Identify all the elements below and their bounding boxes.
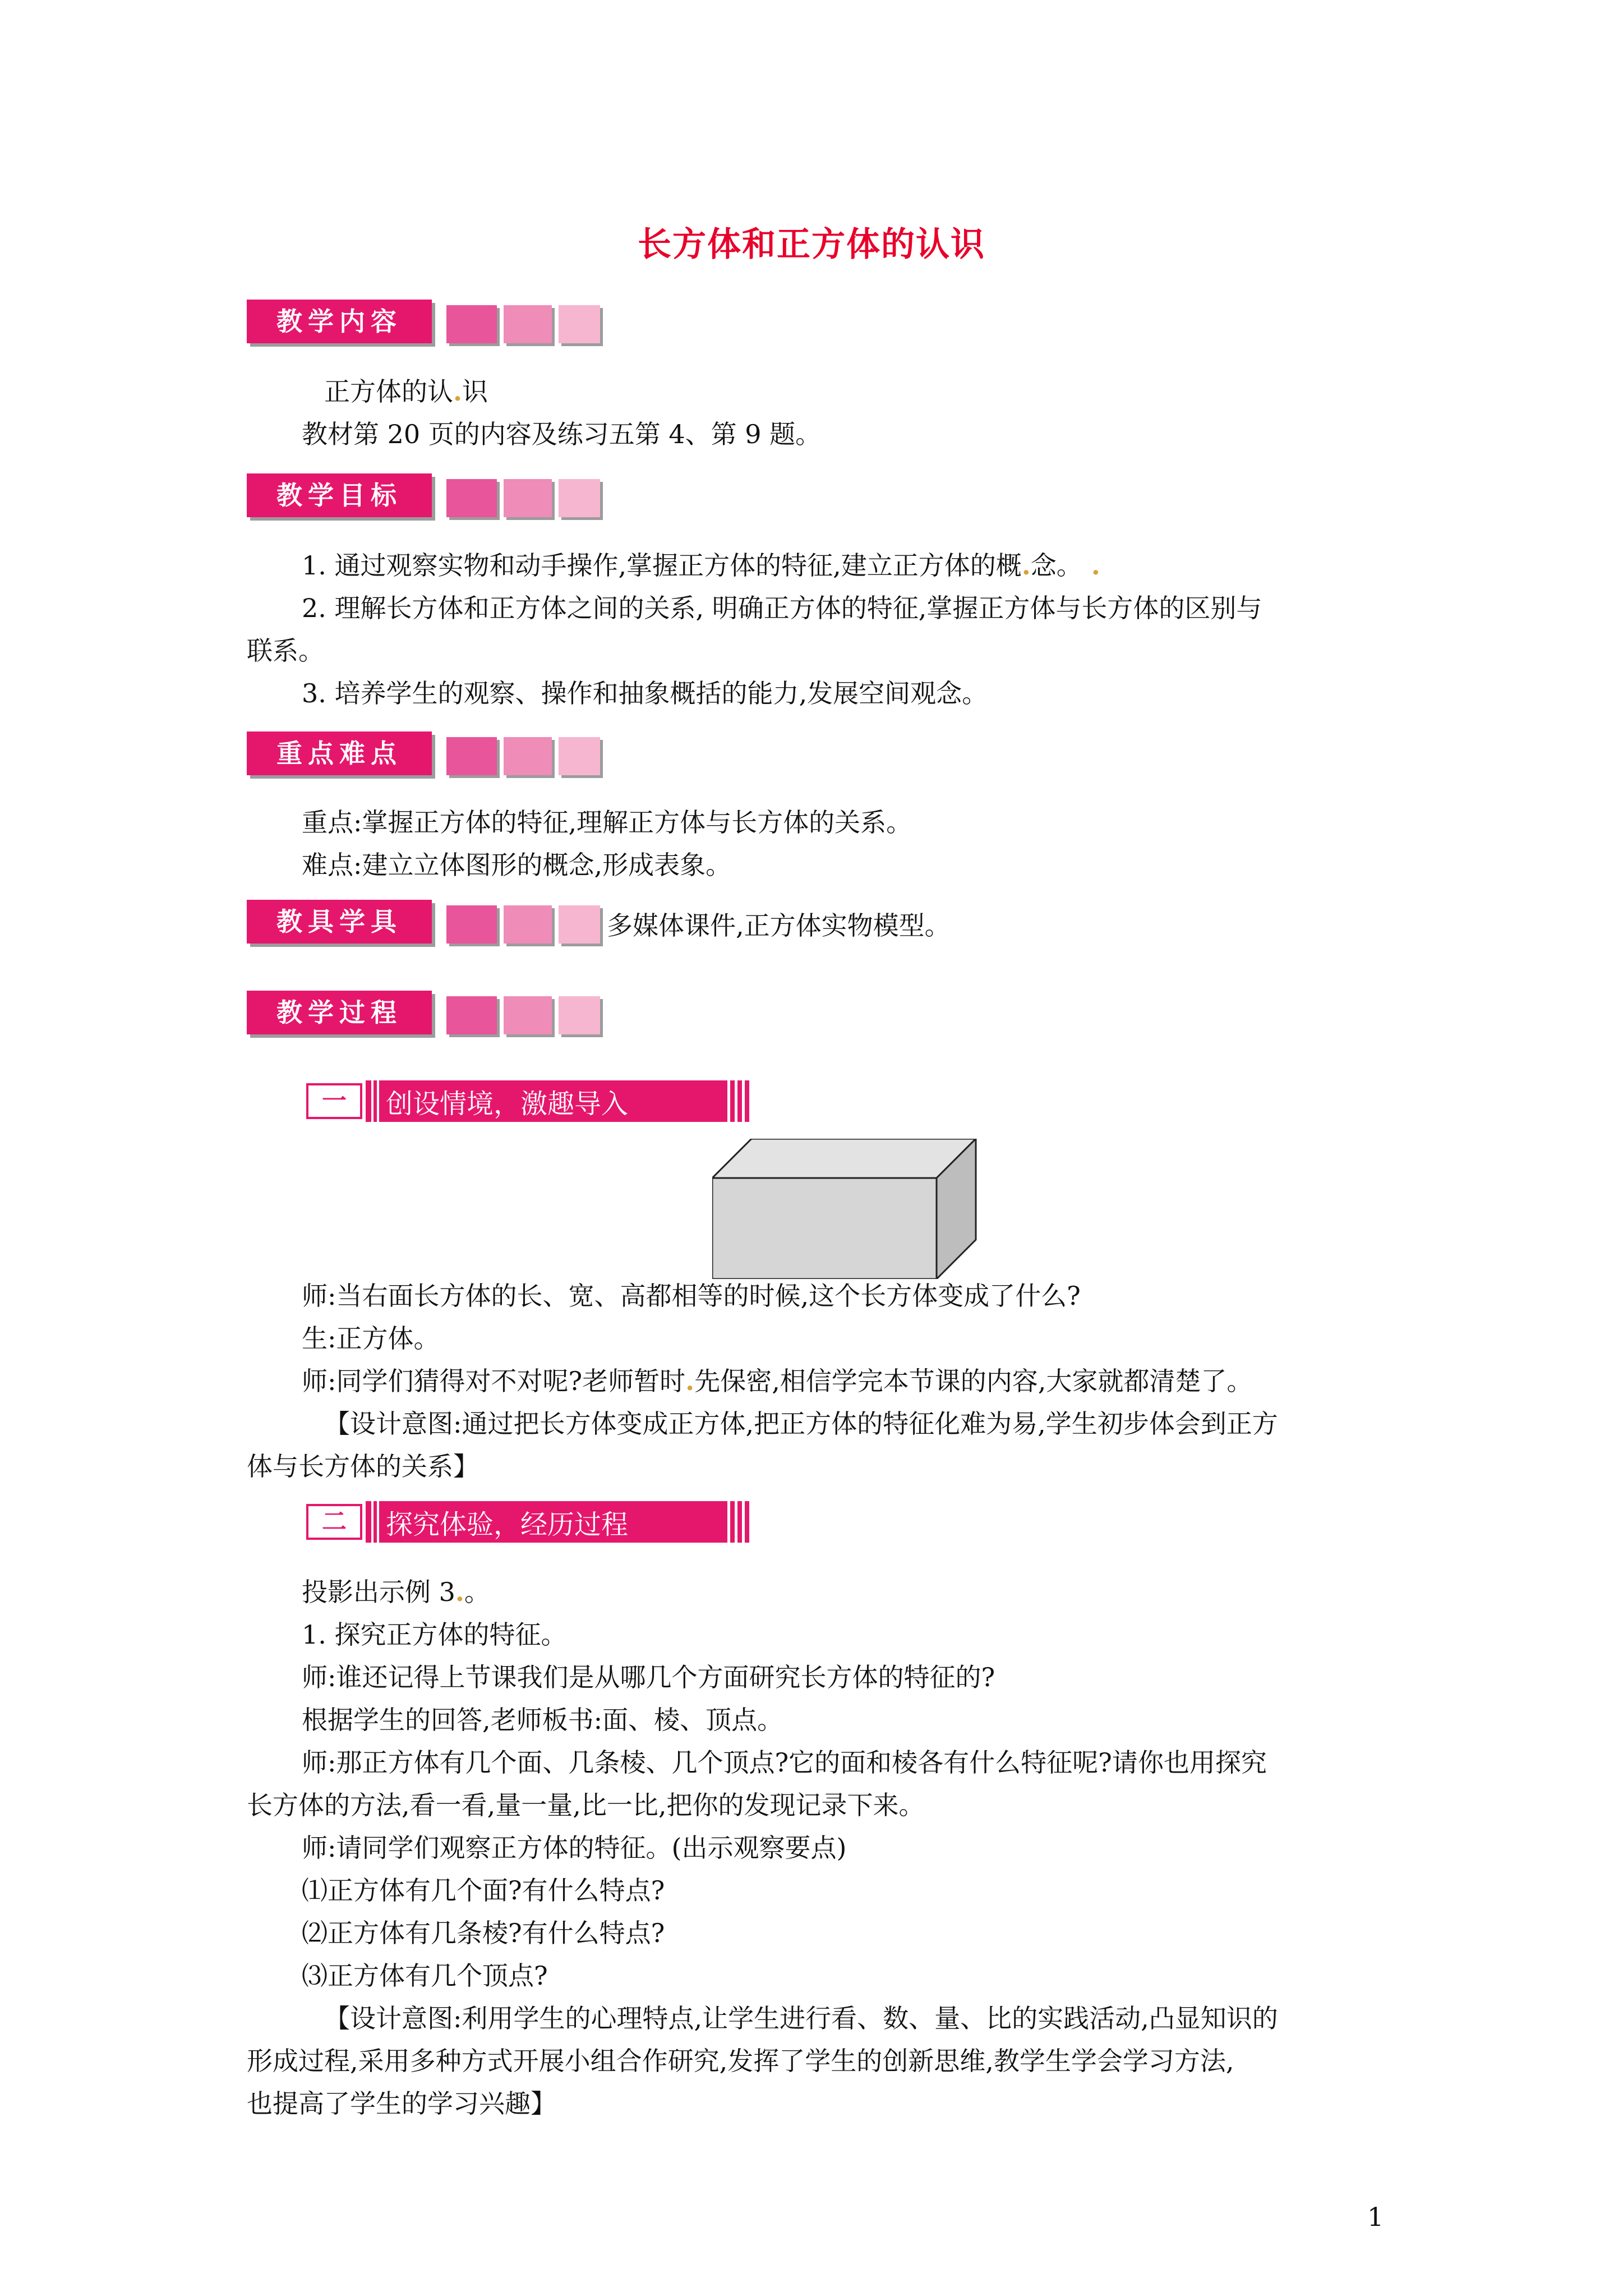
- paragraph: 也提高了学生的学习兴趣】: [247, 2088, 556, 2119]
- paragraph: 体与长方体的关系】: [247, 1451, 479, 1481]
- subsection-bar: [366, 1080, 749, 1122]
- subsection-header-2: [306, 1501, 749, 1543]
- paragraph: 难点:建立立体图形的概念,形成表象。: [302, 850, 732, 880]
- tag-block: [504, 479, 552, 517]
- tag-block: [504, 905, 552, 944]
- paragraph: 师:当右面长方体的长、宽、高都相等的时候,这个长方体变成了什么?: [302, 1281, 1081, 1311]
- paragraph: 【设计意图:通过把长方体变成正方体,把正方体的特征化难为易,学生初步体会到正方: [324, 1409, 1278, 1439]
- paragraph: ⑴正方体有几个面?有什么特点?: [302, 1875, 665, 1906]
- paragraph: 师:谁还记得上节课我们是从哪几个方面研究长方体的特征的?: [302, 1662, 995, 1692]
- subsection-header-1: [306, 1080, 749, 1122]
- tag-block: [559, 905, 600, 944]
- bar-divider: [371, 1501, 379, 1543]
- subsection-title: 创设情境，激趣导入: [386, 1088, 629, 1120]
- section-tag-tools: [247, 898, 951, 951]
- tag-block: [446, 479, 497, 517]
- section-label: 教学过程: [247, 991, 432, 1034]
- paragraph: 师:那正方体有几个面、几条棱、几个顶点?它的面和棱各有什么特征呢?请你也用探究: [302, 1747, 1267, 1778]
- cuboid-front-face: [712, 1178, 937, 1279]
- cuboid-top-face: [712, 1139, 976, 1178]
- tag-block: [559, 996, 600, 1034]
- subsection-number: 二: [306, 1504, 362, 1540]
- accent-dot: .: [1082, 550, 1100, 581]
- cuboid-figure: [712, 1139, 981, 1279]
- accent-dot: .: [685, 1366, 695, 1396]
- paragraph: 【设计意图:利用学生的心理特点,让学生进行看、数、量、比的实践活动,凸显知识的: [324, 2003, 1278, 2033]
- accent-dot: .: [453, 376, 463, 407]
- paragraph: 教材第 20 页的内容及练习五第 4、第 9 题。: [302, 419, 822, 449]
- paragraph: 师:同学们猜得对不对呢?老师暂时.先保密,相信学完本节课的内容,大家就都清楚了。: [302, 1366, 1253, 1396]
- bar-stripes: [727, 1501, 745, 1543]
- paragraph: 正方体的认.识: [324, 376, 488, 407]
- paragraph: 师:请同学们观察正方体的特征。(出示观察要点): [302, 1833, 847, 1863]
- section-tag-goals: [247, 471, 600, 525]
- tag-block: [504, 737, 552, 775]
- section-tag-process: [247, 988, 600, 1042]
- page-title: 长方体和正方体的认识: [638, 225, 985, 264]
- section-label: 教具学具: [247, 900, 432, 944]
- tag-block: [446, 305, 497, 343]
- accent-dot: .: [1021, 550, 1031, 581]
- tag-block: [559, 737, 600, 775]
- paragraph: 生:正方体。: [302, 1323, 440, 1354]
- subsection-bar: [366, 1501, 749, 1543]
- paragraph: 根据学生的回答,老师板书:面、棱、顶点。: [302, 1705, 783, 1735]
- paragraph: 3. 培养学生的观察、操作和抽象概括的能力,发展空间观念。: [302, 678, 988, 708]
- paragraph: 长方体的方法,看一看,量一量,比一比,把你的发现记录下来。: [247, 1790, 925, 1820]
- paragraph: 1. 通过观察实物和动手操作,掌握正方体的特征,建立正方体的概.念。 .: [302, 550, 1100, 581]
- tools-text: 多媒体课件,正方体实物模型。: [607, 910, 951, 941]
- section-tag-key-points: [247, 729, 600, 783]
- paragraph: ⑵正方体有几条棱?有什么特点?: [302, 1918, 665, 1948]
- tag-block: [559, 305, 600, 343]
- section-label: 重点难点: [247, 731, 432, 775]
- paragraph: 投影出示例 3.。: [302, 1577, 490, 1607]
- page-number: 1: [1367, 2202, 1384, 2232]
- tag-block: [446, 737, 497, 775]
- accent-dot: .: [455, 1577, 464, 1607]
- section-label: 教学目标: [247, 473, 432, 517]
- paragraph: 2. 理解长方体和正方体之间的关系, 明确正方体的特征,掌握正方体与长方体的区别与: [302, 593, 1262, 623]
- paragraph: 形成过程,采用多种方式开展小组合作研究,发挥了学生的创新思维,教学生学会学习方法,: [247, 2046, 1234, 2076]
- bar-divider: [371, 1080, 379, 1122]
- paragraph: 1. 探究正方体的特征。: [302, 1619, 567, 1650]
- tag-block: [446, 996, 497, 1034]
- paragraph: 重点:掌握正方体的特征,理解正方体与长方体的关系。: [302, 807, 912, 838]
- subsection-title: 探究体验，经历过程: [386, 1508, 629, 1540]
- bar-stripes: [727, 1080, 745, 1122]
- section-label: 教学内容: [247, 300, 432, 343]
- tag-block: [559, 479, 600, 517]
- section-tag-content: [247, 297, 600, 351]
- tag-block: [504, 305, 552, 343]
- paragraph: ⑶正方体有几个顶点?: [302, 1961, 548, 1991]
- subsection-number: 一: [306, 1083, 362, 1119]
- tag-block: [504, 996, 552, 1034]
- paragraph: 联系。: [247, 636, 324, 666]
- tag-block: [446, 905, 497, 944]
